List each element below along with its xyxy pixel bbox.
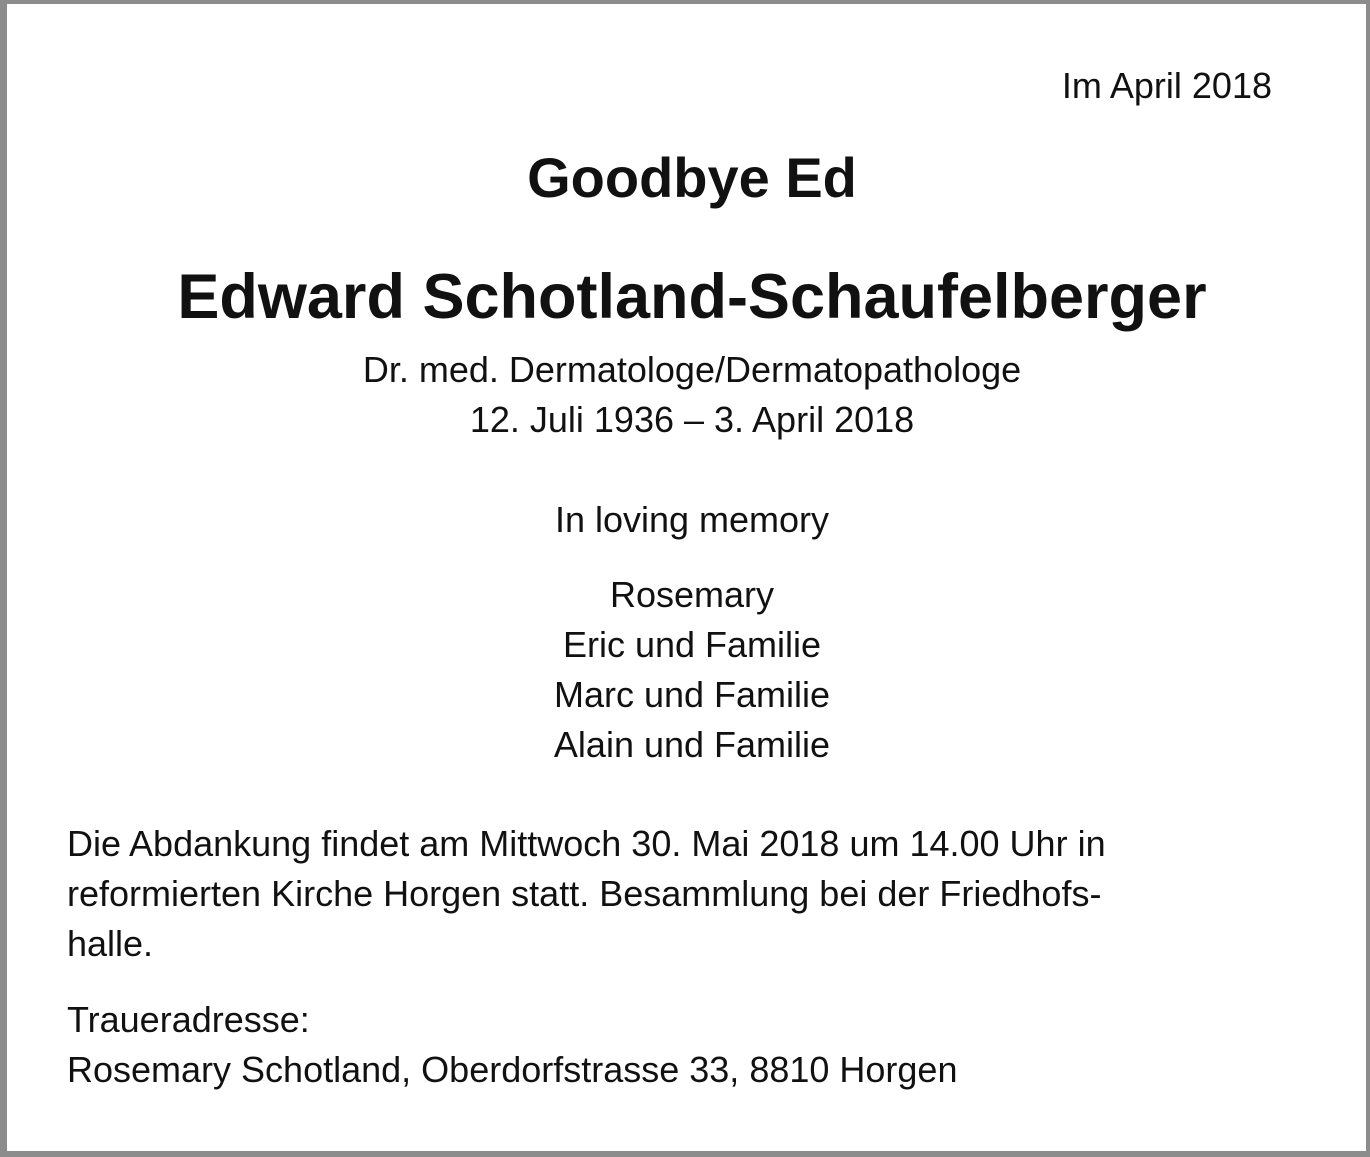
ceremony-details — [67, 819, 1287, 969]
deceased-name: Edward Schotland-Schaufelberger — [177, 262, 1207, 332]
mourner: Marc und Familie — [553, 674, 831, 715]
mourner: Alain und Familie — [553, 724, 831, 765]
mourning-address — [67, 995, 957, 1095]
mourner: Rosemary — [609, 574, 775, 615]
deceased-profession: Dr. med. Dermatologe/Dermatopathologe — [362, 349, 1022, 390]
ceremony-line: halle. — [67, 923, 154, 964]
notice-date: Im April 2018 — [1061, 65, 1272, 106]
address-label: Traueradresse: — [67, 999, 310, 1040]
life-dates: 12. Juli 1936 – 3. April 2018 — [469, 399, 915, 440]
mourner: Eric und Familie — [562, 624, 822, 665]
ceremony-line: reformierten Kirche Horgen statt. Besammlung bei der Friedhofs- — [67, 873, 1102, 914]
mourners-list — [7, 570, 1370, 770]
ceremony-line: Die Abdankung findet am Mittwoch 30. Mai 2018 um 14.00 Uhr in — [67, 823, 1106, 864]
farewell-heading: Goodbye Ed — [527, 146, 857, 209]
memory-line: In loving memory — [554, 499, 830, 540]
address-text: Rosemary Schotland, Oberdorfstrasse 33, 8810 Horgen — [67, 1049, 958, 1090]
